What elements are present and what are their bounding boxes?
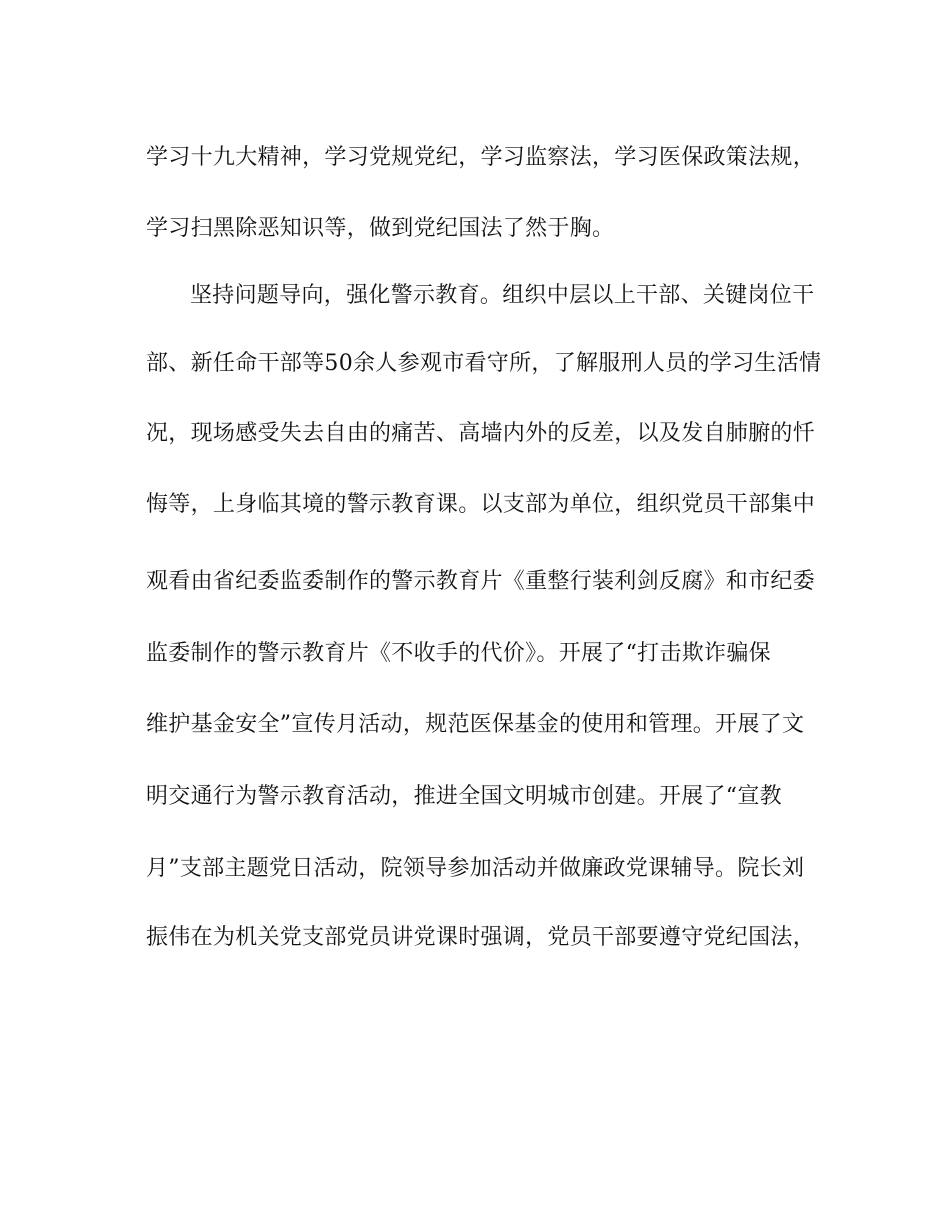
text-line-2: 学习扫黑除恶知识等，做到党纪国法了然于胸。 [146,216,615,241]
text-line-6: 悔等，上身临其境的警示教育课。以支部为单位，组织党员干部集中 [146,492,816,517]
paragraph-first-line: 坚持问题导向，强化警示教育。组织中层以上干部、关键岗位干 [190,283,815,308]
text-line-1: 学习十九大精神，学习党规党纪，学习监察法，学习医保政策法规， [146,145,816,170]
text-line-12: 振伟在为机关党支部党员讲党课时强调，党员干部要遵守党纪国法， [146,925,816,950]
text-line-11: 月”支部主题党日活动，院领导参加活动并做廉政党课辅导。院长刘 [146,856,805,881]
text-line-4: 部、新任命干部等50余人参观市看守所，了解服刑人员的学习生活情 [146,351,822,376]
text-line-8: 监委制作的警示教育片《不收手的代价》。开展了“打击欺诈骗保 [146,641,771,666]
text-line-9: 维护基金安全”宣传月活动，规范医保基金的使用和管理。开展了文 [146,712,805,737]
text-line-5: 况，现场感受失去自由的痛苦、高墙内外的反差，以及发自肺腑的忏 [146,421,816,446]
text-line-7: 观看由省纪委监委制作的警示教育片《重整行装利剑反腐》和市纪委 [146,569,816,594]
text-line-10: 明交通行为警示教育活动，推进全国文明城市创建。开展了“宣教 [146,784,782,809]
